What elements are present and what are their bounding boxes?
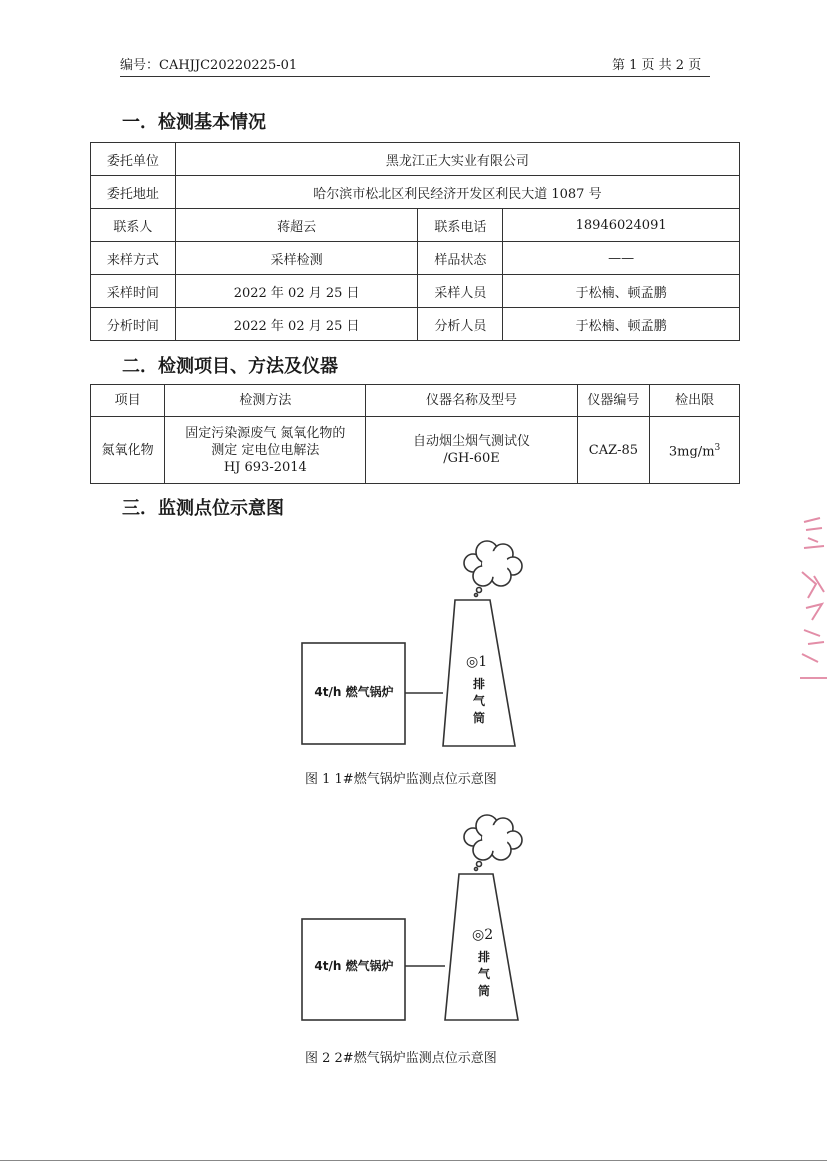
table-row [91, 143, 740, 176]
row-method [165, 417, 366, 484]
instrument-line-2: /GH-60E [443, 451, 500, 466]
table-row [91, 417, 740, 484]
section-3-title: 三．监测点位示意图 [122, 498, 284, 519]
boiler-label-1: 4t/h 燃气锅炉 [314, 685, 394, 699]
table-row [91, 209, 740, 242]
header-divider [120, 76, 710, 77]
sample-state-value: —— [503, 242, 740, 275]
sampling-method-value: 采样检测 [175, 242, 418, 275]
stack-char: 气 [473, 694, 486, 708]
figure-2-diagram [295, 812, 545, 1027]
page-info: 第 1 页 共 2 页 [612, 58, 702, 73]
phone-value: 18946024091 [503, 209, 740, 242]
table-row [91, 176, 740, 209]
contact-value: 蒋超云 [175, 209, 418, 242]
instrument-line-1: 自动烟尘烟气测试仪 [412, 434, 530, 449]
stack-label-1 [473, 676, 487, 727]
analyst-label: 分析人员 [418, 308, 503, 341]
figure-1-caption: 图 1 1#燃气锅炉监测点位示意图 [305, 772, 497, 787]
row-detection-limit [650, 417, 740, 484]
stack-char: 排 [478, 950, 491, 964]
figure-2-caption: 图 2 2#燃气锅炉监测点位示意图 [305, 1051, 497, 1066]
sampler-label: 采样人员 [418, 275, 503, 308]
document-number: 编号：CAHJJC20220225-01 [120, 58, 298, 73]
stack-char: 筒 [478, 984, 491, 998]
header-detection-limit: 检出限 [650, 385, 740, 417]
stack-char: 气 [478, 967, 491, 981]
method-line-3: HJ 693-2014 [223, 459, 307, 475]
contact-label: 联系人 [91, 209, 176, 242]
monitoring-point-1: ◎1 [466, 654, 488, 670]
sampling-method-label: 来样方式 [91, 242, 176, 275]
sampling-time-value: 2022 年 02 月 25 日 [175, 275, 418, 308]
boiler-label-2: 4t/h 燃气锅炉 [314, 959, 394, 973]
row-item: 氮氧化物 [91, 417, 165, 484]
client-label: 委托单位 [91, 143, 176, 176]
header-instrument-no: 仪器编号 [577, 385, 650, 417]
bottom-edge-line [0, 1160, 827, 1161]
method-line-1: 固定污染源废气 氮氧化物的 [185, 425, 346, 441]
row-instrument-no: CAZ-85 [577, 417, 650, 484]
address-label: 委托地址 [91, 176, 176, 209]
table-row [91, 242, 740, 275]
smoke-cloud-icon [464, 815, 522, 871]
table-row [91, 308, 740, 341]
analysis-time-label: 分析时间 [91, 308, 176, 341]
seal-fragment-icon [798, 512, 827, 682]
method-table [90, 384, 740, 484]
table-header-row [91, 385, 740, 417]
address-value: 哈尔滨市松北区利民经济开发区利民大道 1087 号 [175, 176, 739, 209]
analyst-value: 于松楠、顿孟鹏 [503, 308, 740, 341]
limit-superscript: 3 [714, 442, 721, 453]
section-2-title: 二．检测项目、方法及仪器 [122, 356, 338, 377]
stack-char: 排 [473, 677, 486, 691]
client-value: 黑龙江正大实业有限公司 [175, 143, 739, 176]
table-row [91, 275, 740, 308]
smoke-cloud-icon [464, 541, 522, 597]
sampling-time-label: 采样时间 [91, 275, 176, 308]
analysis-time-value: 2022 年 02 月 25 日 [175, 308, 418, 341]
stack-label-2 [478, 949, 492, 1000]
phone-label: 联系电话 [418, 209, 503, 242]
header-instrument: 仪器名称及型号 [366, 385, 577, 417]
stack-char: 筒 [473, 711, 486, 725]
section-1-title: 一．检测基本情况 [122, 112, 266, 133]
basic-info-table [90, 142, 740, 341]
header-item: 项目 [91, 385, 165, 417]
limit-value: 3mg/m [668, 444, 715, 460]
header-method: 检测方法 [165, 385, 366, 417]
method-line-2: 测定 定电位电解法 [211, 442, 320, 458]
row-instrument [366, 417, 577, 484]
sampler-value: 于松楠、顿孟鹏 [503, 275, 740, 308]
sample-state-label: 样品状态 [418, 242, 503, 275]
monitoring-point-2: ◎2 [472, 927, 494, 943]
figure-1-diagram [295, 538, 545, 753]
